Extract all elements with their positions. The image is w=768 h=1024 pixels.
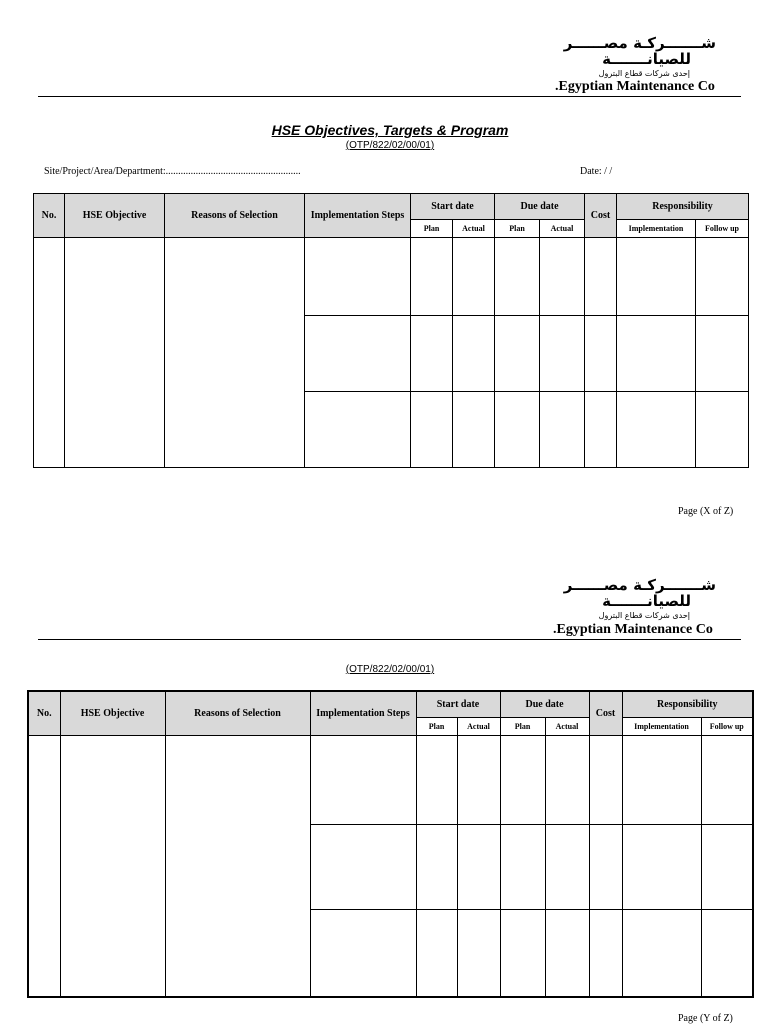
- cell-start-plan[interactable]: [416, 909, 457, 997]
- col-header-no: No.: [28, 691, 60, 735]
- subheader-start-actual: Actual: [457, 717, 500, 735]
- cell-resp-implementation[interactable]: [622, 735, 701, 824]
- cell-start-actual[interactable]: [453, 238, 495, 316]
- company-tagline-arabic: إحدى شركات قطاع البترول: [598, 611, 690, 620]
- subheader-resp-implementation: Implementation: [617, 220, 696, 238]
- cell-step[interactable]: [305, 316, 411, 392]
- cell-no[interactable]: [34, 238, 65, 468]
- cell-resp-implementation[interactable]: [617, 316, 696, 392]
- page-number: Page (X of Z): [678, 506, 734, 517]
- cell-resp-implementation[interactable]: [622, 909, 701, 997]
- cell-reasons[interactable]: [165, 735, 310, 997]
- cell-resp-follow-up[interactable]: [701, 735, 753, 824]
- subheader-resp-follow-up: Follow up: [696, 220, 749, 238]
- company-name-english: .Egyptian Maintenance Co: [555, 79, 715, 94]
- cell-cost[interactable]: [589, 824, 622, 909]
- cell-resp-implementation[interactable]: [622, 824, 701, 909]
- cell-start-actual[interactable]: [453, 392, 495, 468]
- col-header-objective: HSE Objective: [60, 691, 165, 735]
- cell-due-plan[interactable]: [500, 824, 545, 909]
- col-header-start-date: Start date: [416, 691, 500, 717]
- table-header-row: [28, 691, 753, 717]
- col-header-due-date: Due date: [495, 194, 585, 220]
- header-divider: [38, 639, 741, 640]
- company-name-english: .Egyptian Maintenance Co: [553, 622, 713, 637]
- cell-resp-follow-up[interactable]: [696, 316, 749, 392]
- subheader-resp-follow-up: Follow up: [701, 717, 753, 735]
- col-header-steps: Implementation Steps: [305, 194, 411, 238]
- company-subname-arabic: للصيانـــــــة: [602, 592, 691, 610]
- header-divider: [38, 96, 741, 97]
- col-header-steps: Implementation Steps: [310, 691, 416, 735]
- cell-start-plan[interactable]: [416, 735, 457, 824]
- subheader-resp-implementation: Implementation: [622, 717, 701, 735]
- form-title: HSE Objectives, Targets & Program: [271, 122, 509, 138]
- cell-step[interactable]: [310, 824, 416, 909]
- subheader-due-actual: Actual: [540, 220, 585, 238]
- cell-start-actual[interactable]: [457, 909, 500, 997]
- col-header-objective: HSE Objective: [65, 194, 165, 238]
- cell-no[interactable]: [28, 735, 60, 997]
- cell-start-actual[interactable]: [457, 824, 500, 909]
- col-header-responsibility: Responsibility: [617, 194, 749, 220]
- cell-due-actual[interactable]: [545, 824, 589, 909]
- company-name-arabic: شـــــــركـة مصــــــر: [563, 34, 716, 52]
- col-header-cost: Cost: [589, 691, 622, 735]
- cell-cost[interactable]: [585, 316, 617, 392]
- cell-cost[interactable]: [589, 909, 622, 997]
- company-subname-arabic: للصيانـــــــة: [602, 50, 691, 68]
- cell-resp-follow-up[interactable]: [701, 909, 753, 997]
- cell-step[interactable]: [305, 238, 411, 316]
- cell-due-plan[interactable]: [495, 316, 540, 392]
- subheader-start-plan: Plan: [416, 717, 457, 735]
- cell-objective[interactable]: [60, 735, 165, 997]
- objectives-table: [27, 690, 754, 998]
- form-code: (OTP/822/02/00/01): [345, 140, 435, 151]
- page-number: Page (Y of Z): [678, 1013, 733, 1024]
- cell-due-plan[interactable]: [500, 909, 545, 997]
- cell-due-actual[interactable]: [545, 735, 589, 824]
- cell-cost[interactable]: [589, 735, 622, 824]
- cell-due-actual[interactable]: [540, 392, 585, 468]
- cell-start-actual[interactable]: [453, 316, 495, 392]
- cell-start-plan[interactable]: [411, 238, 453, 316]
- objectives-table: [33, 193, 749, 468]
- cell-due-actual[interactable]: [540, 316, 585, 392]
- cell-step[interactable]: [310, 735, 416, 824]
- cell-resp-follow-up[interactable]: [696, 392, 749, 468]
- table-row: [28, 735, 753, 824]
- cell-due-actual[interactable]: [545, 909, 589, 997]
- cell-start-actual[interactable]: [457, 735, 500, 824]
- cell-start-plan[interactable]: [411, 316, 453, 392]
- col-header-responsibility: Responsibility: [622, 691, 753, 717]
- site-field-label: Site/Project/Area/Department:......................................................: [44, 166, 301, 177]
- cell-due-plan[interactable]: [495, 392, 540, 468]
- subheader-due-plan: Plan: [495, 220, 540, 238]
- cell-step[interactable]: [310, 909, 416, 997]
- cell-due-plan[interactable]: [495, 238, 540, 316]
- table-row: [34, 238, 749, 316]
- cell-resp-implementation[interactable]: [617, 238, 696, 316]
- form-code: (OTP/822/02/00/01): [345, 664, 435, 675]
- date-field-label: Date: / /: [580, 166, 613, 177]
- col-header-no: No.: [34, 194, 65, 238]
- col-header-reasons: Reasons of Selection: [165, 691, 310, 735]
- subheader-due-plan: Plan: [500, 717, 545, 735]
- col-header-cost: Cost: [585, 194, 617, 238]
- subheader-due-actual: Actual: [545, 717, 589, 735]
- subheader-start-actual: Actual: [453, 220, 495, 238]
- cell-cost[interactable]: [585, 392, 617, 468]
- col-header-start-date: Start date: [411, 194, 495, 220]
- cell-reasons[interactable]: [165, 238, 305, 468]
- subheader-start-plan: Plan: [411, 220, 453, 238]
- cell-due-plan[interactable]: [500, 735, 545, 824]
- company-tagline-arabic: إحدى شركات قطاع البترول: [598, 69, 690, 78]
- cell-start-plan[interactable]: [411, 392, 453, 468]
- cell-resp-follow-up[interactable]: [701, 824, 753, 909]
- cell-step[interactable]: [305, 392, 411, 468]
- col-header-reasons: Reasons of Selection: [165, 194, 305, 238]
- cell-objective[interactable]: [65, 238, 165, 468]
- cell-cost[interactable]: [585, 238, 617, 316]
- cell-due-actual[interactable]: [540, 238, 585, 316]
- col-header-due-date: Due date: [500, 691, 589, 717]
- cell-start-plan[interactable]: [416, 824, 457, 909]
- table-header-row: [34, 194, 749, 220]
- cell-resp-implementation[interactable]: [617, 392, 696, 468]
- company-name-arabic: شـــــــركـة مصــــــر: [563, 576, 716, 594]
- cell-resp-follow-up[interactable]: [696, 238, 749, 316]
